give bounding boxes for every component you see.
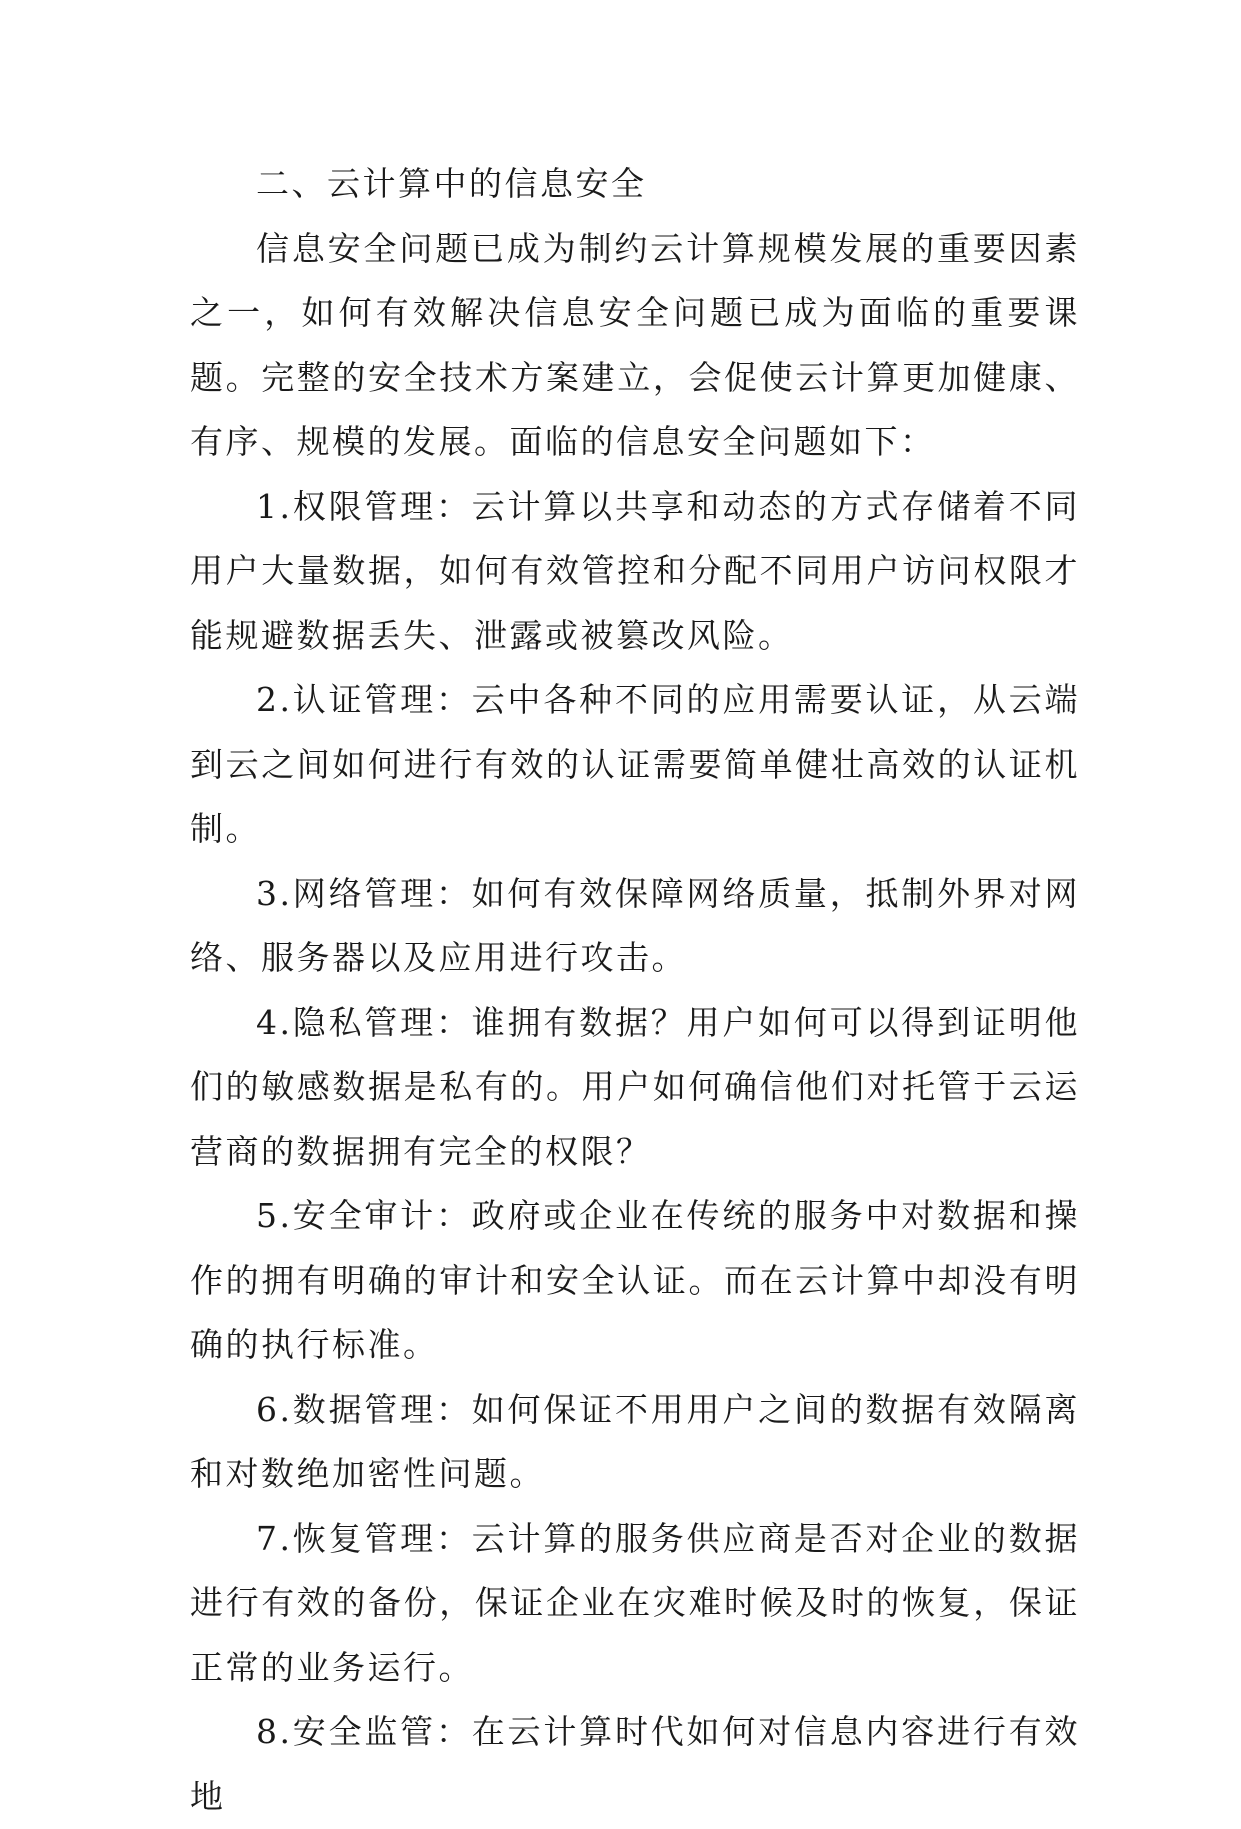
list-item-recovery-management: 7.恢复管理：云计算的服务供应商是否对企业的数据进行有效的备份，保证企业在灾难时候及时的恢复，保证正常的业务运行。 xyxy=(190,1518,1080,1687)
list-item-security-audit: 5.安全审计：政府或企业在传统的服务中对数据和操作的拥有明确的审计和安全认证。而在云计算中却没有明确的执行标准。 xyxy=(190,1196,1080,1364)
list-item-network-management: 3.网络管理：如何有效保障网络质量，抵制外界对网络、服务器以及应用进行攻击。 xyxy=(190,873,1080,977)
list-item-privacy-management: 4.隐私管理：谁拥有数据？用户如何可以得到证明他们的敏感数据是私有的。用户如何确信他们对托管于云运营商的数据拥有完全的权限？ xyxy=(190,1002,1080,1171)
list-item-permission-management: 1.权限管理：云计算以共享和动态的方式存储着不同用户大量数据，如何有效管控和分配不同用户访问权限才能规避数据丢失、泄露或被篡改风险。 xyxy=(190,486,1080,655)
section-heading: 二、云计算中的信息安全 xyxy=(256,164,647,203)
list-item-security-supervision: 8.安全监管：在云计算时代如何对信息内容进行有效地 xyxy=(190,1712,1080,1816)
intro-paragraph: 信息安全问题已成为制约云计算规模发展的重要因素之一，如何有效解决信息安全问题已成为面临的重要课题。完整的安全技术方案建立，会促使云计算更加健康、有序、规模的发展。面临的信息安全问题如下： xyxy=(190,228,1080,461)
document-body xyxy=(190,152,1080,1829)
list-item-data-management: 6.数据管理：如何保证不用用户之间的数据有效隔离和对数绝加密性问题。 xyxy=(190,1389,1080,1493)
list-item-authentication-management: 2.认证管理：云中各种不同的应用需要认证，从云端到云之间如何进行有效的认证需要简单健壮高效的认证机制。 xyxy=(190,680,1080,848)
